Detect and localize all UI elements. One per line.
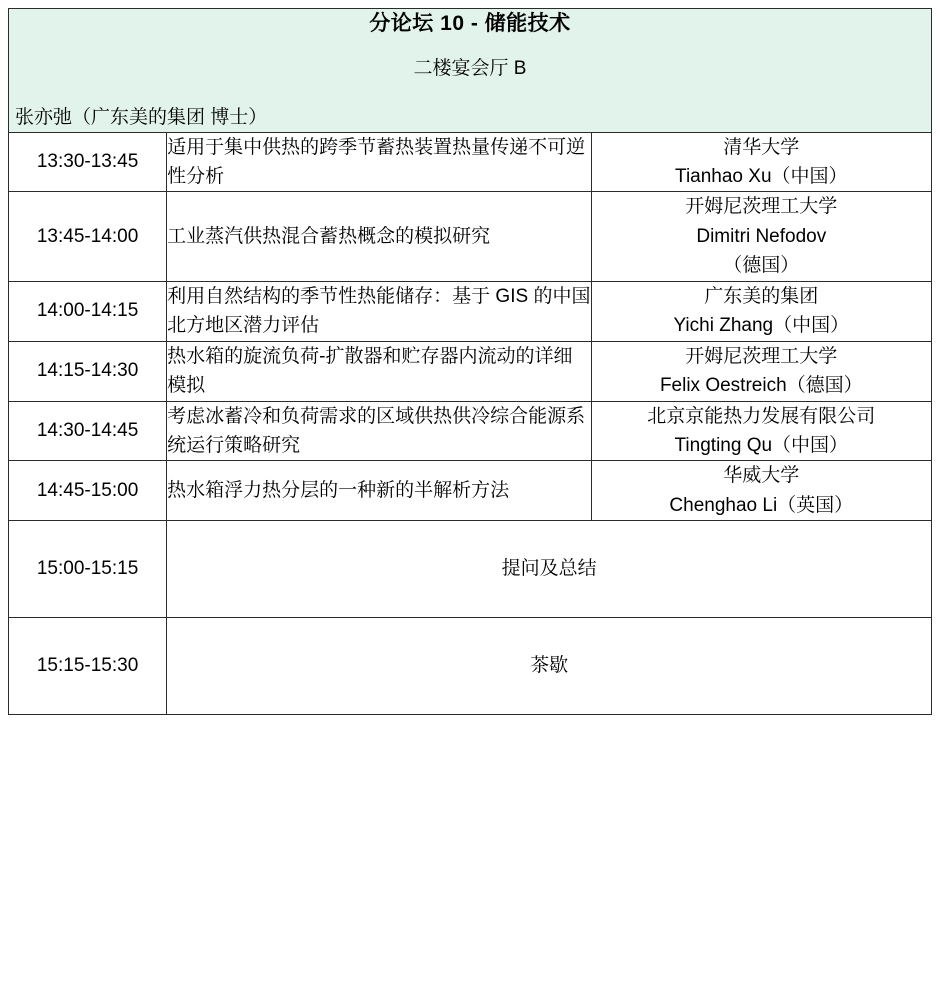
affiliation-name: 广东美的集团 <box>704 285 819 307</box>
affiliation-name: 开姆尼茨理工大学 <box>685 196 838 218</box>
affiliation-name: 清华大学 <box>723 136 800 158</box>
table-row <box>9 618 932 715</box>
table-row <box>9 281 932 341</box>
row-time: 14:45-15:00 <box>9 461 167 521</box>
row-time: 14:15-14:30 <box>9 341 167 401</box>
row-time: 15:00-15:15 <box>9 521 167 618</box>
session-schedule-table <box>8 8 932 715</box>
row-title: 热水箱浮力热分层的一种新的半解析方法 <box>167 461 591 521</box>
speaker-name: Chenghao Li（英国） <box>669 494 854 516</box>
table-header-row <box>9 9 932 133</box>
row-affiliation <box>591 281 931 341</box>
row-time: 15:15-15:30 <box>9 618 167 715</box>
table-row <box>9 521 932 618</box>
row-label: 茶歇 <box>167 618 932 715</box>
session-title: 分论坛 10 - 储能技术 <box>369 12 571 35</box>
row-affiliation <box>591 341 931 401</box>
row-affiliation <box>591 461 931 521</box>
row-affiliation <box>591 132 931 192</box>
row-title: 利用自然结构的季节性热能储存：基于 GIS 的中国北方地区潜力评估 <box>167 281 591 341</box>
speaker-name: Tingting Qu（中国） <box>674 434 849 456</box>
table-row <box>9 192 932 281</box>
row-title: 工业蒸汽供热混合蓄热概念的模拟研究 <box>167 192 591 281</box>
table-row <box>9 401 932 461</box>
row-label: 提问及总结 <box>167 521 932 618</box>
row-time: 14:30-14:45 <box>9 401 167 461</box>
speaker-country: （德国） <box>723 255 800 277</box>
speaker-name: Felix Oestreich（德国） <box>659 375 863 397</box>
session-header <box>9 9 932 133</box>
row-affiliation <box>591 192 931 281</box>
speaker-name: Dimitri Nefodov <box>696 225 827 247</box>
table-row <box>9 461 932 521</box>
row-title: 适用于集中供热的跨季节蓄热装置热量传递不可逆性分析 <box>167 132 591 192</box>
speaker-name: Yichi Zhang（中国） <box>673 315 850 337</box>
row-title: 考虑冰蓄冷和负荷需求的区域供热供冷综合能源系统运行策略研究 <box>167 401 591 461</box>
row-title: 热水箱的旋流负荷-扩散器和贮存器内流动的详细模拟 <box>167 341 591 401</box>
session-chair: 张亦弛（广东美的集团 博士） <box>15 106 268 128</box>
row-time: 14:00-14:15 <box>9 281 167 341</box>
row-time: 13:45-14:00 <box>9 192 167 281</box>
table-row <box>9 341 932 401</box>
row-time: 13:30-13:45 <box>9 132 167 192</box>
table-row <box>9 132 932 192</box>
session-venue: 二楼宴会厅 B <box>413 58 527 80</box>
row-affiliation <box>591 401 931 461</box>
affiliation-name: 开姆尼茨理工大学 <box>685 345 838 367</box>
affiliation-name: 华威大学 <box>723 465 800 487</box>
speaker-name: Tianhao Xu（中国） <box>675 166 848 188</box>
affiliation-name: 北京京能热力发展有限公司 <box>647 405 876 427</box>
